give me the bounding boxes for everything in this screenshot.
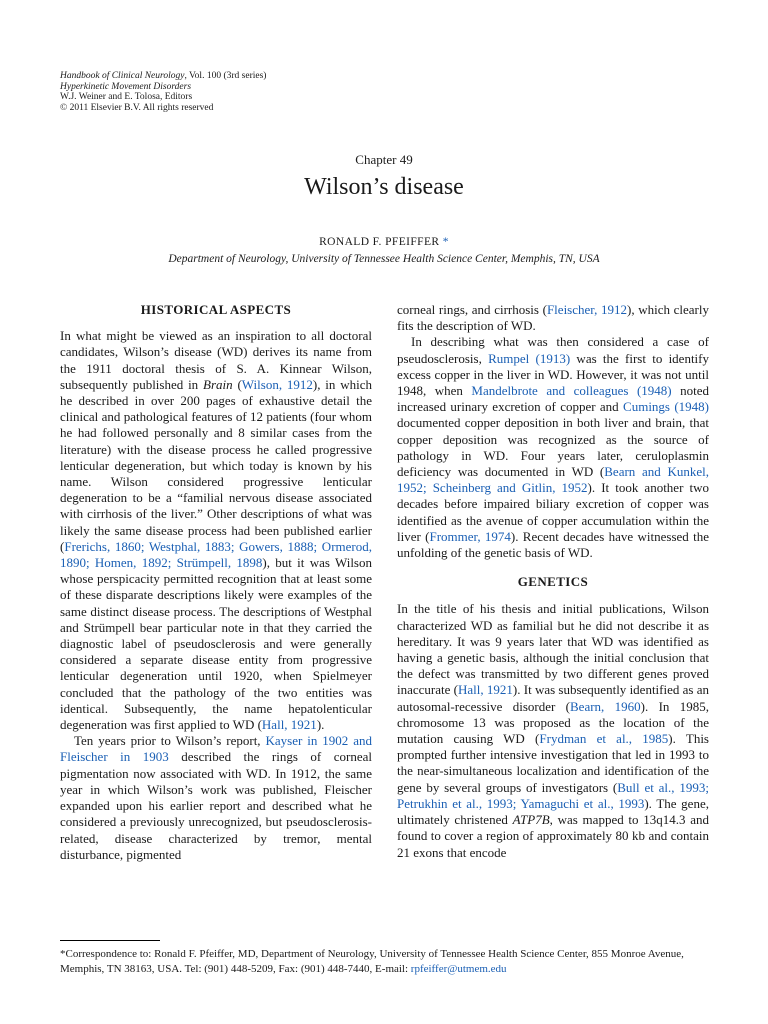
author-line <box>0 236 768 248</box>
text-run: ). It was subsequently identified as an autosomal-recessive disorder ( <box>397 682 709 714</box>
citation-link[interactable]: Rumpel (1913) <box>488 350 571 366</box>
chapter-title: Wilson’s disease <box>304 174 464 200</box>
citation-link[interactable]: Bull et al., 1993; Petrukhin et al., 1993; Yamaguchi et al., 1993 <box>397 779 709 811</box>
citation-link[interactable]: Hall, 1921 <box>261 717 317 733</box>
text-run: ). In 1985, chromosome 13 was proposed as the location of the mutation causing WD ( <box>397 698 709 747</box>
paragraph <box>397 334 709 561</box>
text-run: was the first to identify excess copper in the liver in WD. However, it was not until 1948, when <box>397 350 710 399</box>
paragraph <box>60 328 372 733</box>
footnote <box>60 947 710 977</box>
text-run: ). This prompted further intensive investigation that led in 1993 to the near-simultaneous localization and identification of the gene by several groups of investigators ( <box>397 731 709 795</box>
text-run: In what might be viewed as an inspiration to all doctoral candidates, Wilson’s disease (WD) derives its name from the 1911 doctoral thesis of S. A. Kinnear Wilson, subsequently published in <box>60 328 372 392</box>
section-heading-genetics: GENETICS <box>517 574 589 590</box>
right-column <box>397 302 709 861</box>
text-run: ). Recent decades have witnessed the unfolding of the genetic basis of WD. <box>397 528 709 561</box>
text-run: corneal rings, and cirrhosis ( <box>397 302 547 317</box>
handbook-title: Handbook of Clinical Neurology <box>60 71 185 81</box>
paragraph <box>397 302 709 334</box>
text-run: In describing what was then considered a case of pseudosclerosis, <box>397 334 709 366</box>
citation-link[interactable]: Bearn and Kunkel, 1952; Scheinberg and Gitlin, 1952 <box>397 464 709 496</box>
correspondence-link[interactable]: * <box>442 236 449 248</box>
text-run: ), which clearly fits the description of WD. <box>397 302 709 334</box>
text-run: In the title of his thesis and initial publications, Wilson characterized WD as familial but he did not describe it as hereditary. It was 9 years later that WD was identified as having a genetic basis, although the initial conclusion that the defect was transmitted by two different genes proved inaccurate ( <box>397 601 709 698</box>
citation-link[interactable]: Kayser in 1902 and Fleischer in 1903 <box>60 733 373 765</box>
citation-link[interactable]: Frerichs, 1860; Westphal, 1883; Gowers, 1888; Ormerod, 1890; Homen, 1892; Strümpell, 1898 <box>60 538 372 571</box>
footnote-text: *Correspondence to: Ronald F. Pfeiffer, MD, Department of Neurology, University of Tennessee Health Science Center, 855 Monroe Avenue, Memphis, TN 38163, USA. Tel: (901) 448-5209, Fax: (901) 448-7440, E-mail: <box>60 948 684 975</box>
citation-link[interactable]: Fleischer, 1912 <box>546 302 627 317</box>
publication-meta <box>60 71 266 113</box>
editors: W.J. Weiner and E. Tolosa, Editors <box>60 92 193 103</box>
text-run: ( <box>232 376 242 392</box>
section-heading-historical: HISTORICAL ASPECTS <box>140 302 292 317</box>
citation-link[interactable]: Wilson, 1912 <box>241 376 313 392</box>
text-run: ), in which he described in over 200 pages of exhaustive detail the clinical and pathological features of 12 patients (four whom he had followed personally and 8 similar cases from the literature) with the disease process he called progressive lenticular degeneration, but which today is known by his name. Wilson considered progressive lenticular degeneration to be a “familial nervous disease associated with cirrhosis of the liver.” Other descriptions of what was likely the same disease process had been published earlier ( <box>60 376 372 554</box>
citation-link[interactable]: Frommer, 1974 <box>429 528 511 544</box>
text-run: Ten years prior to Wilson’s report, <box>74 733 266 749</box>
citation-link[interactable]: Hall, 1921 <box>458 682 513 698</box>
affiliation: Department of Neurology, University of Tennessee Health Science Center, Memphis, TN, USA <box>168 253 600 265</box>
text-run: ). The gene, ultimately christened <box>397 795 709 828</box>
text-run: ). It took another two decades before impaired biliary excretion of copper was identified as the avenue of copper accumulation within the liver ( <box>397 480 709 544</box>
text-run: ). <box>316 717 325 733</box>
text-run: described the rings of corneal pigmentation now associated with WD. In 1912, the same year in which Wilson’s work was published, Fleischer expanded upon his earlier report and described what he considered a previously unrecognized, but pseudosclerosis-related, disease characterized by tremor, mental disturbance, pigmented <box>60 749 373 862</box>
citation-link[interactable]: Bearn, 1960 <box>570 698 641 714</box>
text-run: ), but it was Wilson whose perspicacity permitted recognition that at least some of these disparate descriptions likely were examples of the same distinct disease process. The descriptions of Westphal and Strümpell bear particular note in that they carried the diagnostic label of pseudosclerosis and were generally considered a separate disease entity from progressive lenticular degeneration until 1920, when Spielmeyer concluded that the pathology of the two entities was identical. Subsequently, the name hepatolenticular degeneration was first applied to WD ( <box>60 555 372 733</box>
gene-name: ATP7B <box>512 812 550 828</box>
author-name: RONALD F. PFEIFFER <box>319 236 440 248</box>
text-run: noted increased urinary excretion of copper and <box>397 383 709 415</box>
paragraph <box>397 601 709 860</box>
volume-info: , Vol. 100 (3rd series) <box>184 71 267 81</box>
email-link[interactable]: rpfeiffer@utmem.edu <box>410 963 507 975</box>
footnote-divider <box>60 940 160 941</box>
left-column <box>60 302 372 863</box>
citation-link[interactable]: Mandelbrote and colleagues (1948) <box>471 383 672 399</box>
text-run: documented copper deposition in both liver and brain, that copper deposition was recognized as the source of pathology in WD. Four years later, ceruloplasmin deficiency was documented in WD ( <box>397 415 709 480</box>
paragraph <box>60 733 372 863</box>
citation-link[interactable]: Cumings (1948) <box>623 399 709 415</box>
journal-title: Brain <box>203 376 233 392</box>
copyright: © 2011 Elsevier B.V. All rights reserved <box>60 102 214 113</box>
citation-link[interactable]: Frydman et al., 1985 <box>539 731 669 747</box>
text-run: , was mapped to 13q14.3 and found to cover a region of approximately 80 kb and contain 21 exons that encode <box>397 812 709 860</box>
volume-title: Hyperkinetic Movement Disorders <box>60 81 192 92</box>
chapter-label: Chapter 49 <box>355 152 413 167</box>
